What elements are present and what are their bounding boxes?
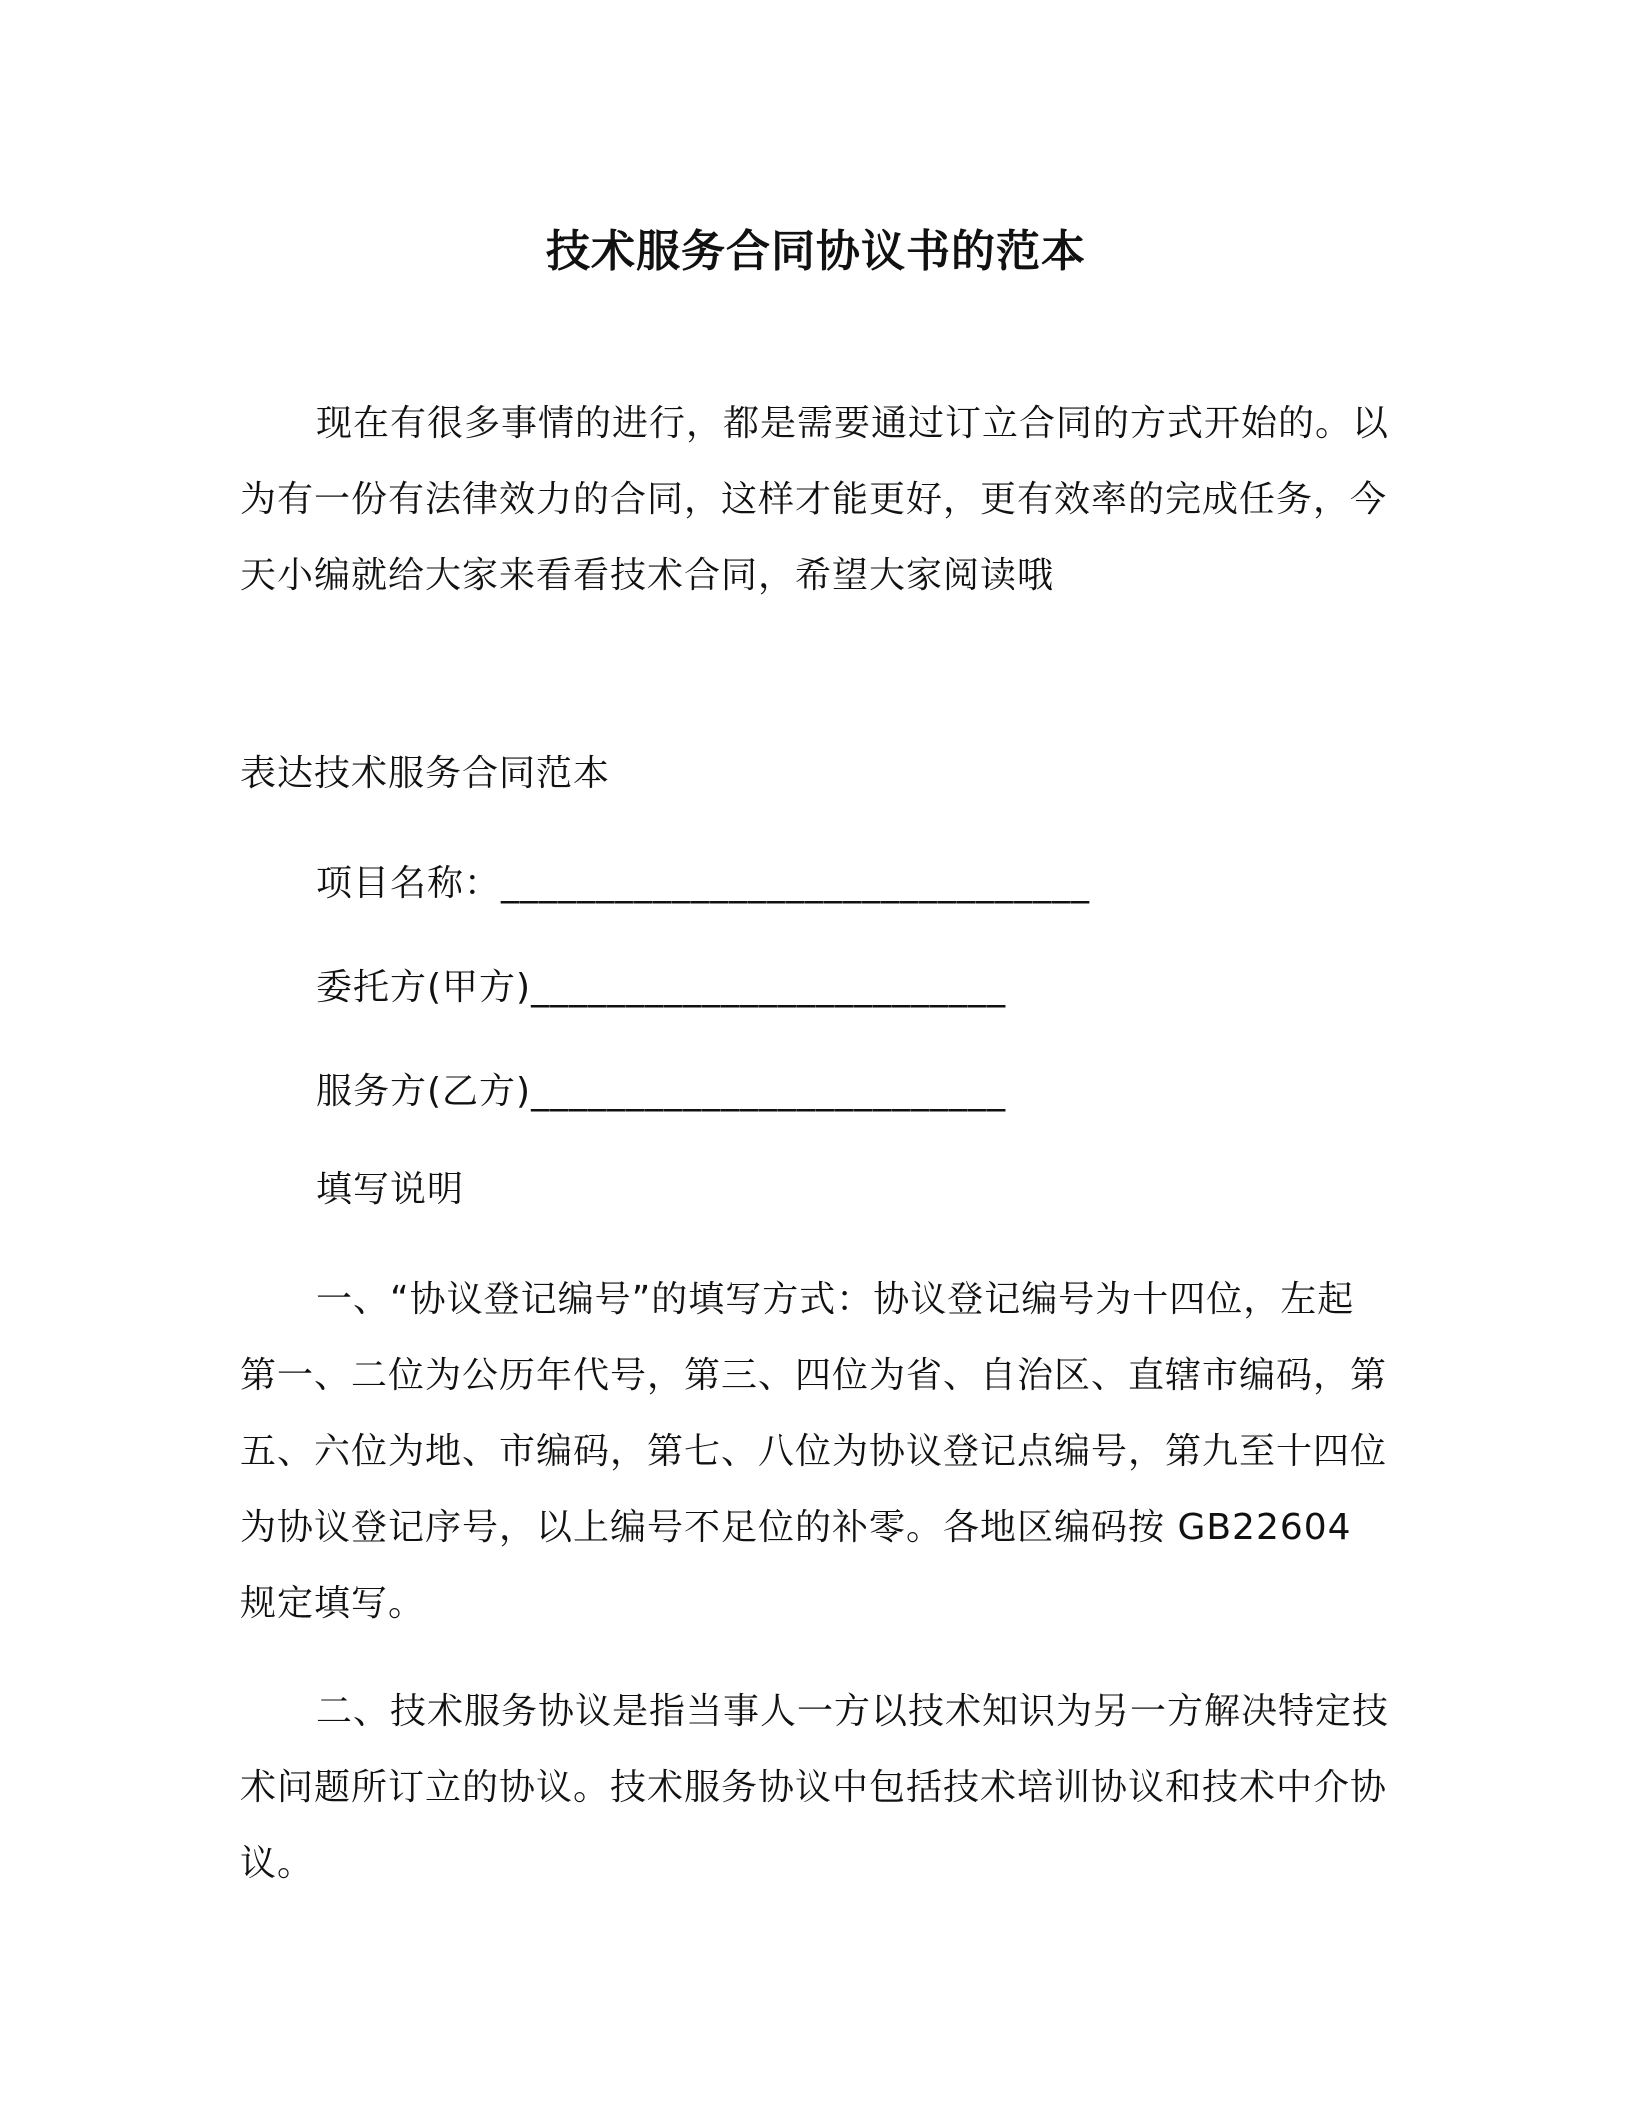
- section-heading: 表达技术服务合同范本: [240, 753, 611, 794]
- instruction-item-1: 一、“协议登记编号”的填写方式：协议登记编号为十四位，左起第一、二位为公历年代号，第三、四位为省、自治区、直辖市编码，第五、六位为地、市编码，第七、八位为协议登记点编号，第九至十四位为协议登记序号，以上编号不足位的补零。各地区编码按 GB22604 规定填写。: [240, 1279, 1388, 1624]
- client-party-field: 委托方(甲方)_________________________: [316, 967, 1007, 1008]
- service-party-field: 服务方(乙方)_________________________: [316, 1071, 1007, 1112]
- document-title: 技术服务合同协议书的范本: [546, 226, 1086, 277]
- instructions-heading: 填写说明: [316, 1169, 465, 1210]
- intro-paragraph: 现在有很多事情的进行，都是需要通过订立合同的方式开始的。以为有一份有法律效力的合同，这样才能更好，更有效率的完成任务，今天小编就给大家来看看技术合同，希望大家阅读哦: [240, 403, 1390, 596]
- project-name-field: 项目名称：_______________________________: [316, 863, 1091, 904]
- instruction-item-2: 二、技术服务协议是指当事人一方以技术知识为另一方解决特定技术问题所订立的协议。技术服务协议中包括技术培训协议和技术中介协议。: [240, 1691, 1390, 1884]
